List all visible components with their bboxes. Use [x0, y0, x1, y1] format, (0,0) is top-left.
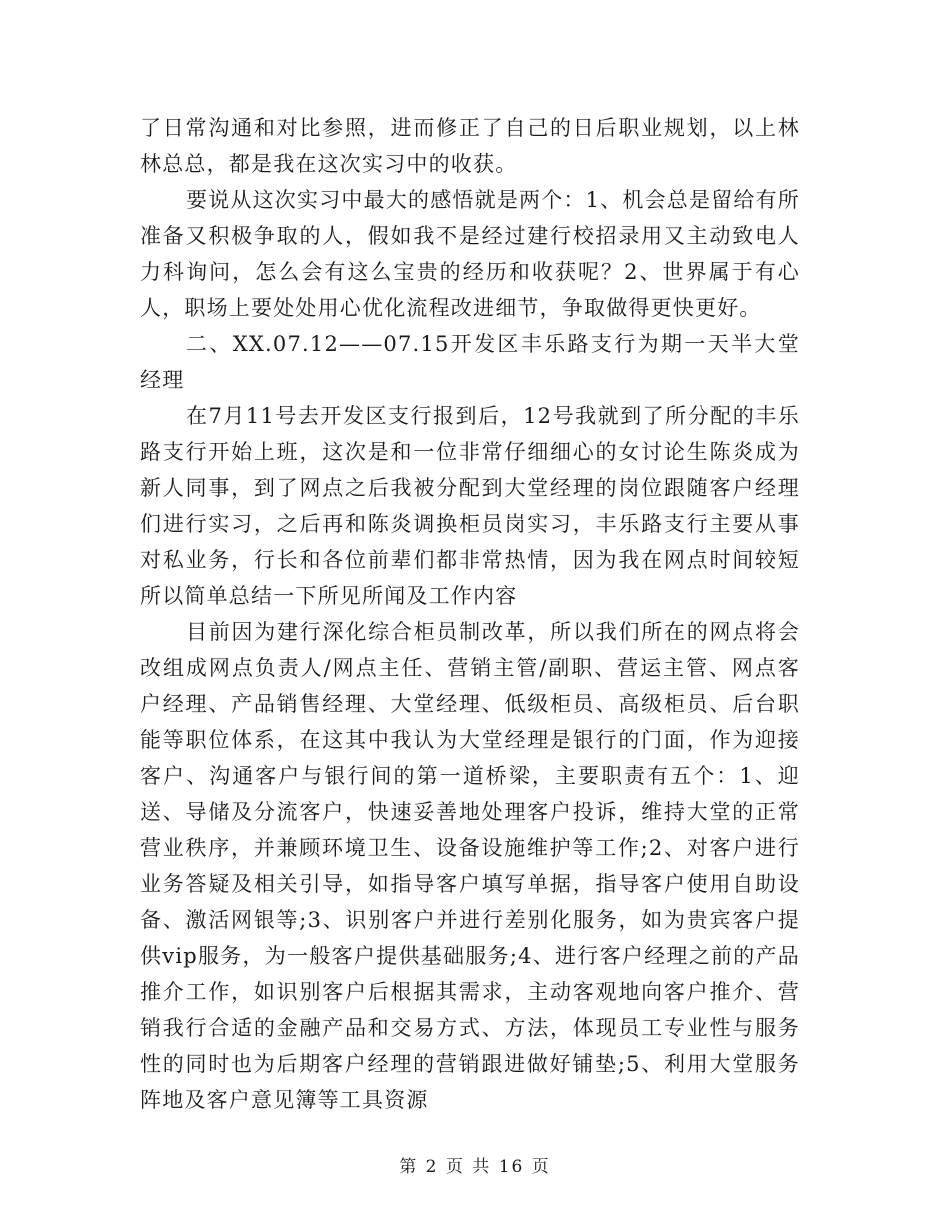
page-footer [0, 1155, 950, 1179]
paragraph-2: 要说从这次实习中最大的感悟就是两个：1、机会总是留给有所准备又积极争取的人，假如我不是经过建行校招录用又主动致电人力科询问，怎么会有这么宝贵的经历和收获呢？2、世界属于有心人，职场上要处处用心优化流程改进细节，争取做得更快更好。 [140, 188, 800, 320]
paragraph-4: 目前因为建行深化综合柜员制改革，所以我们所在的网点将会改组成网点负责人/网点主任、营销主管/副职、营运主管、网点客户经理、产品销售经理、大堂经理、低级柜员、高级柜员、后台职能等职位体系，在这其中我认为大堂经理是银行的门面，作为迎接客户、沟通客户与银行间的第一道桥梁，主要职责有五个：1、迎送、导储及分流客户，快速妥善地处理客户投诉，维持大堂的正常营业秩序，并兼顾环境卫生、设备设施维护等工作;2、对客户进行业务答疑及相关引导，如指导客户填写单据，指导客户使用自助设备、激活网银等;3、识别客户并进行差别化服务，如为贵宾客户提供vip服务，为一般客户提供基础服务;4、进行客户经理之前的产品推介工作，如识别客户后根据其需求，主动客观地向客户推介、营销我行合适的金融产品和交易方式、方法，体现员工专业性与服务性的同时也为后期客户经理的营销跟进做好铺垫;5、利用大堂服务阵地及客户意见簿等工具资源 [140, 620, 800, 1112]
page-number: 第 2 页 共 16 页 [399, 1157, 551, 1177]
section-heading: 二、XX.07.12——07.15开发区丰乐路支行为期一天半大堂经理 [140, 332, 800, 392]
paragraph-1: 了日常沟通和对比参照，进而修正了自己的日后职业规划，以上林林总总，都是我在这次实习中的收获。 [140, 116, 800, 176]
paragraph-3: 在7月11号去开发区支行报到后，12号我就到了所分配的丰乐路支行开始上班，这次是和一位非常仔细细心的女讨论生陈炎成为新人同事，到了网点之后我被分配到大堂经理的岗位跟随客户经理们进行实习，之后再和陈炎调换柜员岗实习，丰乐路支行主要从事对私业务，行长和各位前辈们都非常热情，因为我在网点时间较短所以简单总结一下所见所闻及工作内容 [140, 404, 800, 608]
document-body [140, 110, 800, 1118]
